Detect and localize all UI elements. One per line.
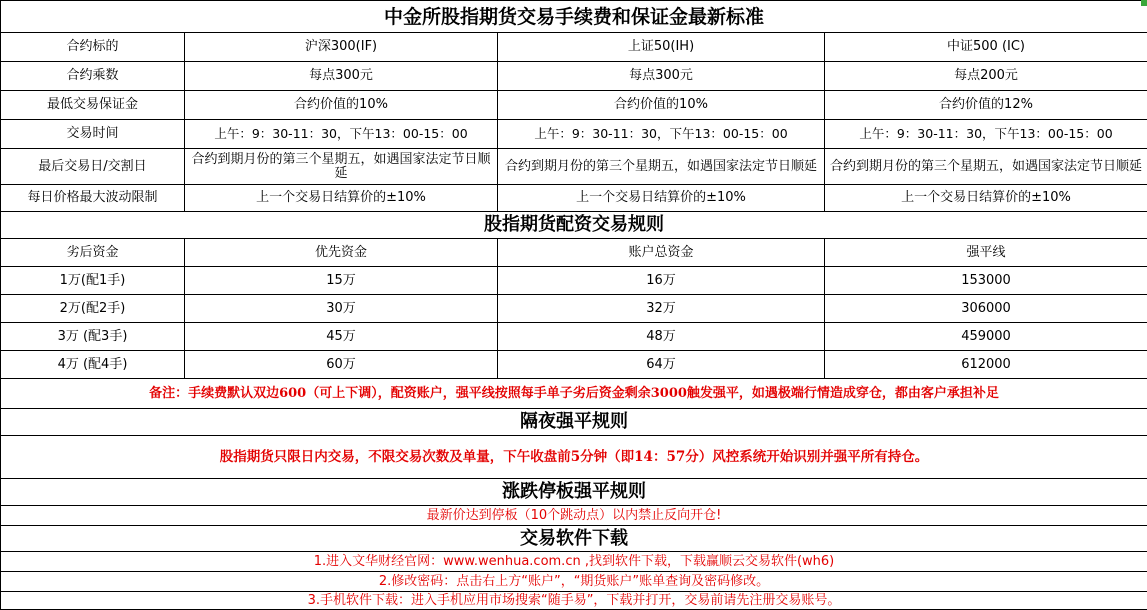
margin-cell: 2万(配2手) — [1, 295, 185, 323]
margin-cell: 64万 — [498, 351, 825, 379]
margin-row — [1, 295, 1147, 323]
limit-text: 最新价达到停板（10个跳动点）以内禁止反向开仓! — [1, 506, 1147, 526]
spec-label: 每日价格最大波动限制 — [1, 185, 185, 212]
spec-cell: 上午：9：30-11：30，下午13：00-15：00 — [825, 120, 1147, 149]
fee-note: 备注：手续费默认双边600（可上下调），配资账户，强平线按照每手单子劣后资金剩余3000触发强平，如遇极端行情造成穿仓，都由客户承担补足 — [1, 379, 1147, 409]
download-step: 1.进入文华财经官网：www.wenhua.com.cn ,找到软件下载，下载赢顺云交易软件(wh6) — [1, 552, 1147, 572]
download-step: 2.修改密码：点击右上方“账户”，“期货账户”账单查询及密码修改。 — [1, 572, 1147, 592]
spec-cell: 合约价值的10% — [185, 91, 498, 120]
margin-row — [1, 323, 1147, 351]
margin-cell: 3万 (配3手) — [1, 323, 185, 351]
spec-cell: 合约价值的12% — [825, 91, 1147, 120]
spec-cell: 上午：9：30-11：30，下午13：00-15：00 — [185, 120, 498, 149]
margin-cell: 612000 — [825, 351, 1147, 379]
margin-cell: 60万 — [185, 351, 498, 379]
margin-cell: 306000 — [825, 295, 1147, 323]
sheet-title: 中金所股指期货交易手续费和保证金最新标准 — [1, 1, 1147, 33]
margin-cell: 16万 — [498, 267, 825, 295]
spec-cell: 合约到期月份的第三个星期五，如遇国家法定节日顺延 — [825, 149, 1147, 185]
spec-row — [1, 91, 1147, 120]
margin-cell: 459000 — [825, 323, 1147, 351]
column-header: 账户总资金 — [498, 239, 825, 267]
column-header: 劣后资金 — [1, 239, 185, 267]
margin-section-title: 股指期货配资交易规则 — [1, 212, 1147, 239]
spec-cell: 合约价值的10% — [498, 91, 825, 120]
spec-cell: 每点200元 — [825, 62, 1147, 91]
spec-cell: 合约到期月份的第三个星期五，如遇国家法定节日顺延 — [185, 149, 498, 185]
spec-cell: 上一个交易日结算价的±10% — [498, 185, 825, 212]
spec-cell: 上一个交易日结算价的±10% — [185, 185, 498, 212]
column-header: 强平线 — [825, 239, 1147, 267]
margin-cell: 30万 — [185, 295, 498, 323]
spec-cell: 沪深300(IF) — [185, 33, 498, 62]
spec-label: 合约乘数 — [1, 62, 185, 91]
margin-cell: 153000 — [825, 267, 1147, 295]
column-header: 优先资金 — [185, 239, 498, 267]
spec-label: 交易时间 — [1, 120, 185, 149]
overnight-title: 隔夜强平规则 — [1, 409, 1147, 436]
margin-cell: 15万 — [185, 267, 498, 295]
spec-cell: 每点300元 — [498, 62, 825, 91]
spec-row — [1, 62, 1147, 91]
margin-row — [1, 267, 1147, 295]
overnight-text: 股指期货只限日内交易，不限交易次数及单量，下午收盘前5分钟（即14：57分）风控系统开始识别并强平所有持仓。 — [1, 436, 1147, 479]
spec-row — [1, 185, 1147, 212]
margin-header-row — [1, 239, 1147, 267]
spec-label: 最低交易保证金 — [1, 91, 185, 120]
download-step: 3.手机软件下载：进入手机应用市场搜索“随手易”，下载并打开，交易前请先注册交易账号。 — [1, 592, 1147, 610]
spec-label: 最后交易日/交割日 — [1, 149, 185, 185]
margin-row — [1, 351, 1147, 379]
download-title: 交易软件下载 — [1, 526, 1147, 552]
spec-cell: 每点300元 — [185, 62, 498, 91]
margin-cell: 32万 — [498, 295, 825, 323]
spec-label: 合约标的 — [1, 33, 185, 62]
spec-cell: 上一个交易日结算价的±10% — [825, 185, 1147, 212]
spec-row — [1, 33, 1147, 62]
spec-cell: 合约到期月份的第三个星期五，如遇国家法定节日顺延 — [498, 149, 825, 185]
spec-cell: 上午：9：30-11：30，下午13：00-15：00 — [498, 120, 825, 149]
margin-cell: 45万 — [185, 323, 498, 351]
limit-title: 涨跌停板强平规则 — [1, 479, 1147, 506]
spec-cell: 上证50(IH) — [498, 33, 825, 62]
margin-cell: 4万 (配4手) — [1, 351, 185, 379]
cell-corner-marker — [1141, 0, 1147, 6]
margin-cell: 1万(配1手) — [1, 267, 185, 295]
spec-row — [1, 120, 1147, 149]
spec-row — [1, 149, 1147, 185]
margin-cell: 48万 — [498, 323, 825, 351]
spec-cell: 中证500 (IC) — [825, 33, 1147, 62]
